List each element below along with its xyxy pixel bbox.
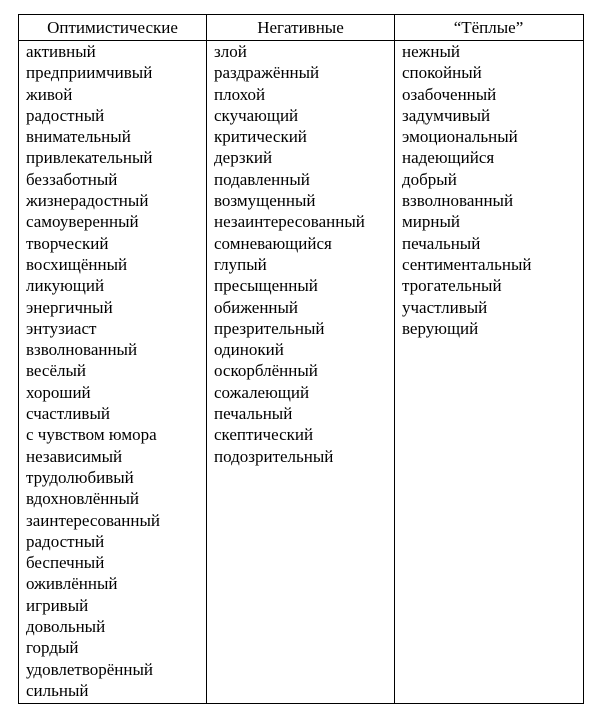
list-item: сомневающийся (214, 233, 332, 253)
list-item: энтузиаст (26, 318, 97, 338)
list-item: задумчивый (402, 105, 491, 125)
list-item: активный (26, 42, 96, 61)
list-item: взволнованный (26, 340, 138, 360)
list-item: возмущенный (214, 191, 316, 211)
list-item: трудолюбивый (26, 467, 134, 487)
list-item: живой (26, 84, 73, 104)
list-item: надеющийся (402, 148, 495, 168)
list-item: подавленный (214, 169, 310, 189)
list-item: хороший (26, 382, 91, 402)
negative-word-list (214, 41, 394, 467)
list-item: ликующий (26, 276, 105, 296)
list-item: оскорблённый (214, 361, 318, 381)
list-item: скептический (214, 425, 314, 445)
list-item: весёлый (26, 361, 86, 381)
list-item: злой (214, 42, 247, 61)
list-item: взволнованный (402, 191, 514, 211)
list-item: спокойный (402, 63, 482, 83)
list-item: печальный (402, 233, 481, 253)
list-item: оживлённый (26, 574, 118, 594)
list-item: раздражённый (214, 63, 320, 83)
list-item: восхищённый (26, 254, 128, 274)
list-item: незаинтересованный (214, 212, 365, 232)
column-negative (207, 41, 395, 703)
list-item: гордый (26, 638, 79, 658)
list-item: вдохновлённый (26, 489, 139, 509)
list-item: сожалеющий (214, 382, 310, 402)
list-item: одинокий (214, 340, 284, 360)
list-item: критический (214, 127, 307, 147)
list-item: сентиментальный (402, 254, 532, 274)
list-item: счастливый (26, 404, 110, 424)
list-item: радостный (26, 531, 105, 551)
optimistic-word-list (26, 41, 206, 701)
list-item: беззаботный (26, 169, 118, 189)
list-item: беспечный (26, 553, 105, 573)
list-item: предприимчивый (26, 63, 153, 83)
list-item: самоуверенный (26, 212, 139, 232)
list-item: с чувством юмора (26, 425, 157, 445)
adjectives-table (18, 14, 584, 704)
list-item: подозрительный (214, 446, 334, 466)
list-item: скучающий (214, 105, 299, 125)
list-item: верующий (402, 318, 479, 338)
list-item: игривый (26, 595, 89, 615)
column-optimistic (19, 41, 207, 703)
list-item: удовлетворённый (26, 659, 154, 679)
list-item: добрый (402, 169, 457, 189)
list-item: печальный (214, 404, 293, 424)
list-item: нежный (402, 42, 461, 61)
list-item: плохой (214, 84, 266, 104)
list-item: мирный (402, 212, 460, 232)
list-item: участливый (402, 297, 488, 317)
list-item: озабоченный (402, 84, 497, 104)
header-optimistic: Оптимистические (19, 15, 207, 40)
list-item: дерзкий (214, 148, 273, 168)
list-item: творческий (26, 233, 109, 253)
list-item: эмоциональный (402, 127, 518, 147)
list-item: радостный (26, 105, 105, 125)
list-item: энергичный (26, 297, 113, 317)
list-item: трогательный (402, 276, 502, 296)
list-item: независимый (26, 446, 123, 466)
list-item: сильный (26, 680, 89, 700)
table-header-row (19, 15, 583, 41)
list-item: привлекательный (26, 148, 153, 168)
list-item: заинтересованный (26, 510, 161, 530)
table-body-row (19, 41, 583, 703)
list-item: презрительный (214, 318, 325, 338)
list-item: глупый (214, 254, 267, 274)
list-item: жизнерадостный (26, 191, 149, 211)
header-negative: Негативные (207, 15, 395, 40)
list-item: пресыщенный (214, 276, 318, 296)
list-item: обиженный (214, 297, 299, 317)
warm-word-list (402, 41, 582, 339)
column-warm (395, 41, 582, 703)
header-warm: “Тёплые” (453, 17, 524, 37)
list-item: внимательный (26, 127, 131, 147)
list-item: довольный (26, 617, 106, 637)
